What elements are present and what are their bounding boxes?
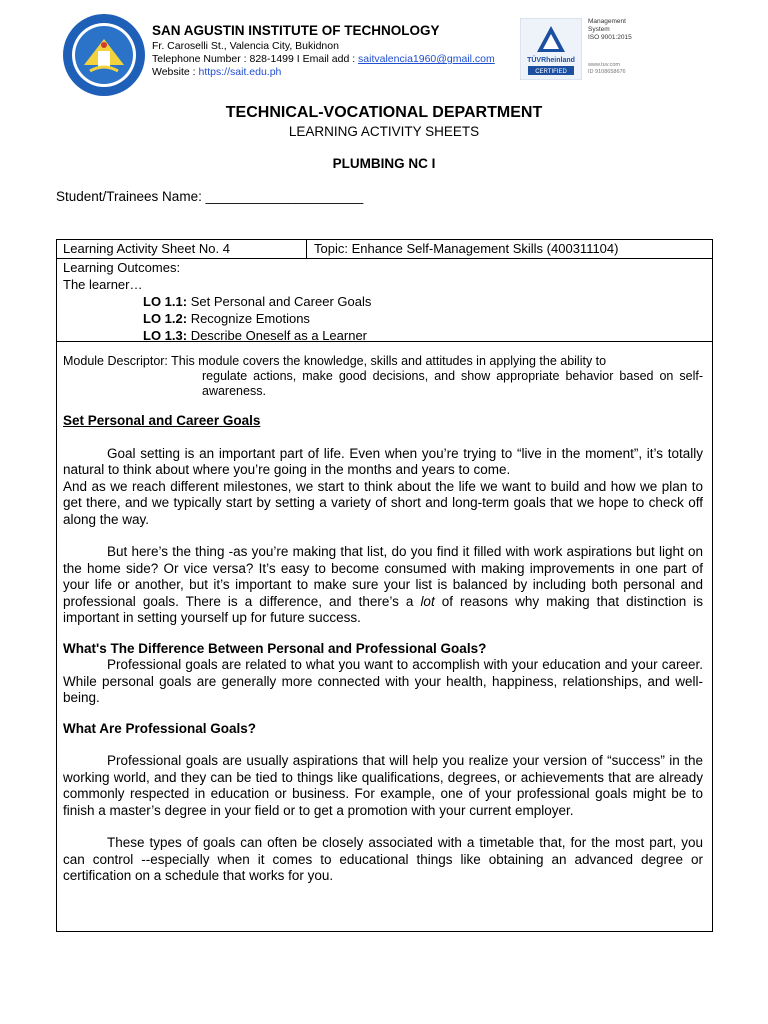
website-label: Website : — [152, 66, 199, 78]
email-link[interactable]: saitvalencia1960@gmail.com — [358, 53, 495, 65]
paragraph: But here’s the thing -as you’re making that list, do you find it filled with work aspirations but light on the home side? Or vice versa? It’s easy to become consumed with making improvements in one part of your life or another, but it’s important to make sure your list is balanced by including both personal and professional goals. There is a difference, and there’s a lot of reasons why making that distinction is important in setting yourself up for future success. — [63, 544, 703, 625]
outcomes-label: Learning Outcomes: — [63, 260, 181, 275]
module-descriptor: Module Descriptor: This module covers the knowledge, skills and attitudes in applying the ability to regulate actions, make good decisions, and show appropriate behavior based on self-awareness. — [63, 354, 703, 398]
department-title: TECHNICAL-VOCATIONAL DEPARTMENT — [225, 104, 543, 121]
svg-text:CERTIFIED: CERTIFIED — [535, 69, 567, 75]
section-heading: Set Personal and Career Goals — [63, 413, 261, 428]
institute-name: SAN AGUSTIN INSTITUTE OF TECHNOLOGY — [152, 23, 440, 38]
paragraph: Professional goals are related to what you want to accomplish with your education and your career. While personal goals are generally more connected with your health, happiness, relationships, and well-being. — [63, 657, 703, 705]
tuv-certified-badge — [520, 18, 582, 80]
sheet-number: Learning Activity Sheet No. 4 — [57, 240, 307, 258]
sheet-topic: Topic: Enhance Self-Management Skills (400311104) — [314, 241, 619, 256]
website-line — [152, 66, 495, 79]
lo-item: LO 1.1: Set Personal and Career Goals — [143, 294, 372, 309]
paragraph: Professional goals are usually aspirations that will help you realize your version of “success” in the working world, and they can be tied to things like qualifications, degrees, or achievements that are already commonly respected in education or business. For example, one of your professional goals might be to finish a master’s degree in your field or to get a promotion with your current employer. — [63, 753, 703, 818]
contact-line — [152, 53, 495, 66]
subheading: What Are Professional Goals? — [63, 720, 257, 736]
subheading: What's The Difference Between Personal and Professional Goals? — [63, 640, 487, 656]
lo-item: LO 1.2: Recognize Emotions — [143, 311, 310, 326]
sheet-body — [57, 343, 712, 885]
website-link[interactable]: https://sait.edu.ph — [198, 66, 282, 78]
institution-header — [152, 22, 495, 79]
lo-item: LO 1.3: Describe Oneself as a Learner — [143, 328, 368, 343]
iso-certification-mark — [520, 18, 644, 80]
sheet-subtitle: LEARNING ACTIVITY SHEETS — [288, 124, 480, 139]
paragraph: And as we reach different milestones, we start to think about the life we want to build and how we plan to get there, and we typically start by setting a variety of short and long-term goals that we hope to check off along the way. — [63, 478, 703, 527]
student-name-field[interactable]: Student/Trainees Name: _____________________ — [56, 189, 364, 204]
institute-address: Fr. Caroselli St., Valencia City, Bukidnon — [152, 40, 339, 52]
management-system-text: Management System ISO 9001:2015 — [588, 18, 632, 41]
activity-sheet-table — [56, 239, 713, 932]
paragraph: Goal setting is an important part of life. Even when you’re trying to “live in the moment”, it’s totally natural to think about where you’re going in the months and years to come. — [63, 445, 703, 477]
learning-outcomes — [57, 259, 712, 342]
learner-label: The learner… — [63, 277, 143, 292]
svg-text:TÜVRheinland: TÜVRheinland — [527, 57, 575, 64]
school-seal-logo — [62, 13, 146, 97]
sheet-info-row — [57, 240, 712, 259]
qualification-title: PLUMBING NC I — [332, 156, 436, 171]
cert-footer: www.tuv.com ID 9108658676 — [588, 62, 626, 75]
telephone-label: Telephone Number : 828-1499 I Email add : — [152, 53, 359, 65]
paragraph: These types of goals can often be closely associated with a timetable that, for the most part, you can control --especially when it comes to educational things like obtaining an advanced degree or certification on a schedule that works for you. — [63, 835, 703, 883]
